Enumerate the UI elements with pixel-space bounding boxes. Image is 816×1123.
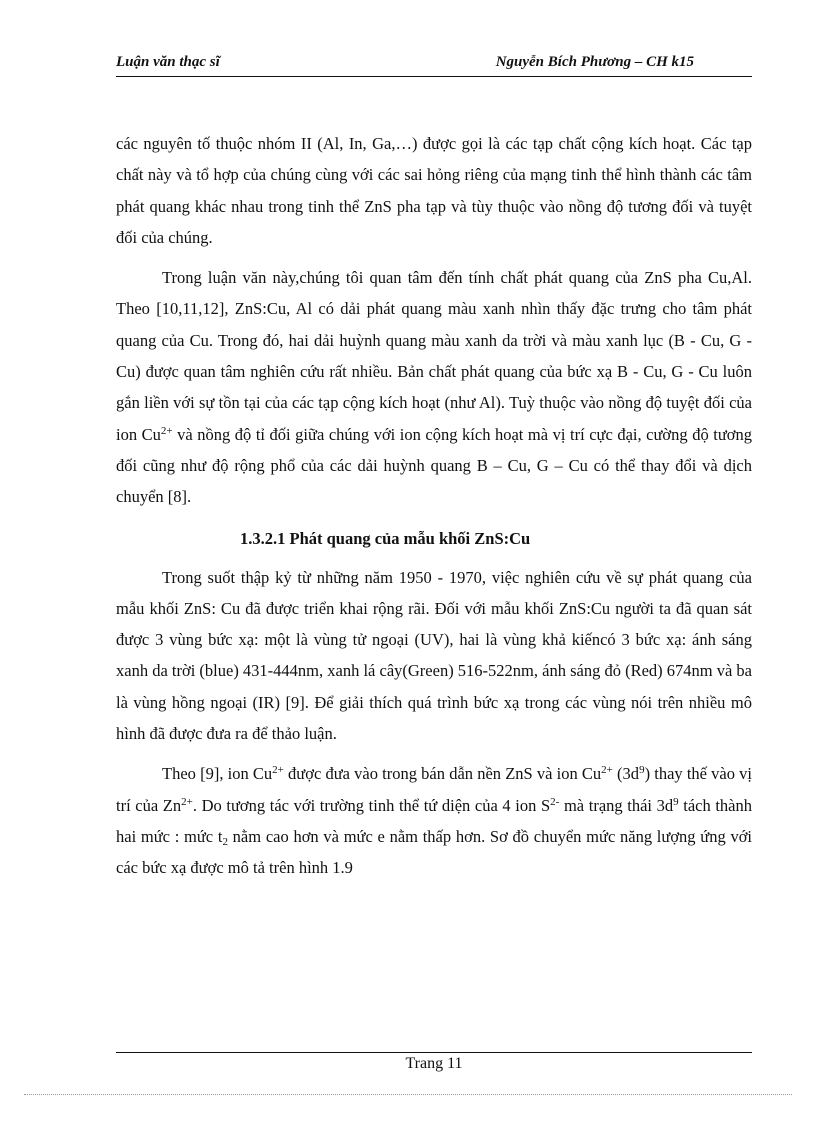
section-heading: 1.3.2.1 Phát quang của mẫu khối ZnS:Cu <box>240 528 531 548</box>
paragraph-4-part-d: ) thay thế vào vị trí của Zn <box>116 764 753 815</box>
footer-divider <box>116 1052 752 1053</box>
page-number: Trang 11 <box>405 1055 463 1072</box>
paragraph-1: các nguyên tố thuộc nhóm II (Al, In, Ga,…) được gọi là các tạp chất cộng kích hoạt. Các tạp chất này và tổ hợp của chúng cùng với các sai hỏng riêng của mạng tinh thể hình thành các tâm phát quang khác nhau trong tinh thể ZnS pha tạp và tùy thuộc vào nồng độ tương đối và tuyệt đối của chúng. <box>116 134 752 247</box>
header-thesis-title: Luận văn thạc sĩ <box>116 54 220 70</box>
superscript: 2+ <box>601 764 613 777</box>
superscript: 2+ <box>160 424 173 437</box>
paragraph-2 <box>116 262 752 512</box>
paragraph-4-part-c: (3d <box>612 764 640 784</box>
superscript: 9 <box>673 795 679 808</box>
superscript: 9 <box>639 764 645 777</box>
document-body <box>116 128 752 884</box>
header-author: Nguyễn Bích Phương – CH k15 <box>495 54 694 70</box>
paragraph-4-part-g: tách thành hai mức : mức t <box>116 795 753 846</box>
paragraph-2-part-b: và nồng độ tỉ đối giữa chúng với ion cộng kích hoạt mà vị trí cực đại, cường độ tương đối cũng như độ rộng phổ của các dải huỳnh quang B – Cu, G – Cu có thể thay đổi và dịch chuyển [8]. <box>116 424 752 507</box>
paragraph-4 <box>116 758 752 883</box>
paragraph-4-part-e: . Do tương tác với trường tinh thể tứ diện của 4 ion S <box>192 795 551 815</box>
paragraph-4-part-a: Theo [9], ion Cu <box>162 764 273 784</box>
page-edge-divider <box>24 1094 792 1095</box>
superscript: 2+ <box>181 795 193 808</box>
superscript: 2- <box>550 795 560 808</box>
paragraph-2-part-a: Trong luận văn này,chúng tôi quan tâm đến tính chất phát quang của ZnS pha Cu,Al. Theo [10,11,12], ZnS:Cu, Al có dải phát quang màu xanh nhìn thấy đặc trưng cho tâm phát quang của Cu. Trong đó, hai dải huỳnh quang màu xanh da trời và màu xanh lục (B - Cu, G - Cu) được quan tâm nghiên cứu rất nhiều. Bản chất phát quang của bức xạ B - Cu, G - Cu luôn gắn liền với sự tồn tại của các tạp cộng kích hoạt (như Al). Tuỳ thuộc vào nồng độ tuyệt đối của ion Cu <box>116 268 752 444</box>
paragraph-3: Trong suốt thập kỷ từ những năm 1950 - 1970, việc nghiên cứu về sự phát quang của mẫu khối ZnS: Cu đã được triển khai rộng rãi. Đối với mẫu khối ZnS:Cu người ta đã quan sát được 3 vùng bức xạ: một là vùng tử ngoại (UV), hai là vùng khả kiếncó 3 bức xạ: ánh sáng xanh da trời (blue) 431-444nm, xanh lá cây(Green) 516-522nm, ánh sáng đỏ (Red) 674nm và ba là vùng hồng ngoại (IR) [9]. Để giải thích quá trình bức xạ trong các vùng nói trên nhiều mô hình đã được đưa ra để thảo luận. <box>116 567 753 744</box>
superscript: 2+ <box>272 764 284 777</box>
paragraph-4-part-h: nằm cao hơn và mức e nằm thấp hơn. Sơ đồ chuyển mức năng lượng ứng với các bức xạ được mô tả trên hình 1.9 <box>116 826 753 878</box>
paragraph-4-part-b: được đưa vào trong bán dẫn nền ZnS và ion Cu <box>283 764 602 784</box>
subscript: 2 <box>222 835 228 848</box>
paragraph-4-part-f: mà trạng thái 3d <box>559 795 674 815</box>
page-header <box>116 54 752 77</box>
